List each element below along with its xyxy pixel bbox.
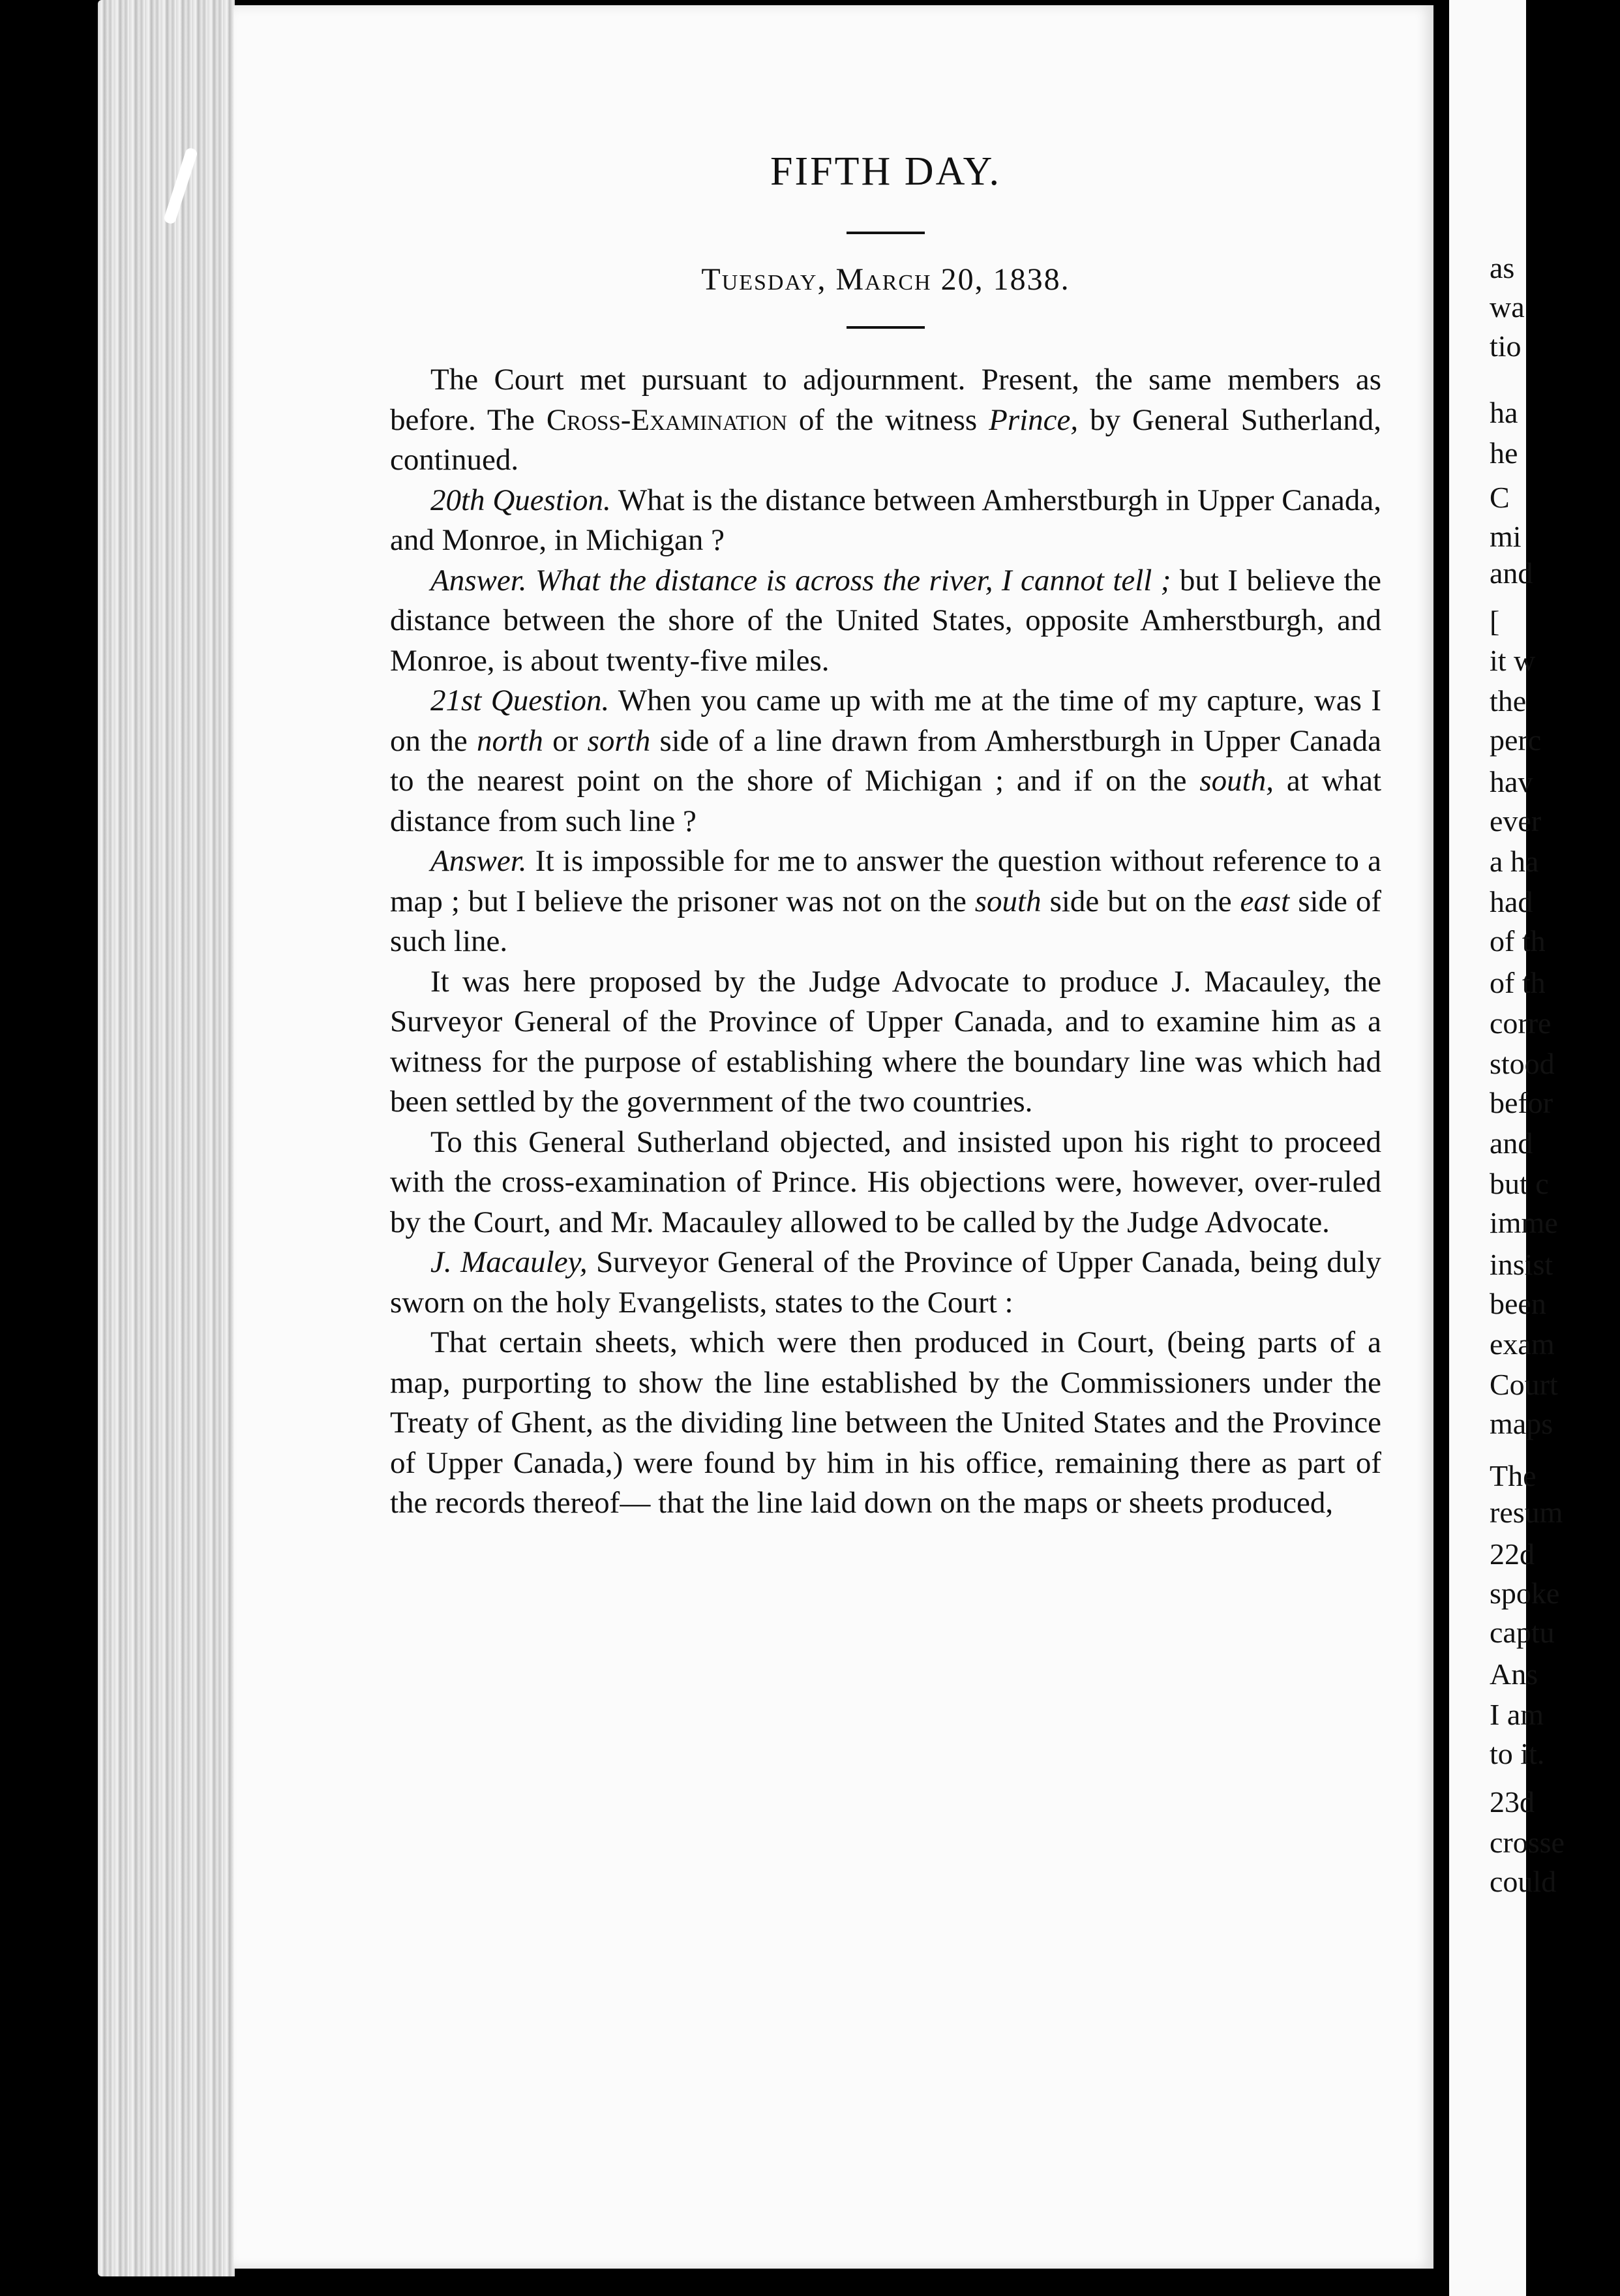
- facing-page-line: imme: [1490, 1206, 1558, 1239]
- body-text: [390, 360, 1381, 1524]
- facing-page-line: been: [1490, 1287, 1546, 1320]
- paragraph-objection: To this General Sutherland objected, and insisted upon his right to proceed with the cross-examination of Prince. His objections were, however, over-ruled by the Court, and Mr. Macauley allowed to be called by the Judge Advocate.: [390, 1125, 1381, 1239]
- facing-page-fragment: [1449, 0, 1565, 2296]
- facing-page-line: as: [1490, 251, 1515, 284]
- paragraph-proposal: It was here proposed by the Judge Advocate to produce J. Macauley, the Surveyor General of the Province of Upper Canada, and to examine him as a witness for the purpose of establishing where the boundary line was which had been settled by the government of the two countries.: [390, 964, 1381, 1119]
- date-line: Tuesday, March 20, 1838.: [701, 262, 1070, 297]
- facing-page-line: mi: [1490, 520, 1522, 553]
- facing-page-line: Ans: [1490, 1657, 1538, 1691]
- page-content: [390, 149, 1381, 1524]
- date-rule: [847, 326, 925, 329]
- page-heading: FIFTH DAY.: [770, 149, 1001, 194]
- facing-page-line: of th: [1490, 966, 1546, 999]
- facing-page-line: had: [1490, 885, 1533, 918]
- facing-page-line: insist: [1490, 1248, 1553, 1281]
- facing-page-line: befor: [1490, 1086, 1553, 1119]
- gutter: [1433, 0, 1449, 2296]
- facing-page-line: stood: [1490, 1047, 1555, 1080]
- facing-page-line: resum: [1490, 1496, 1563, 1529]
- left-page: [233, 5, 1433, 2269]
- facing-page-line: spoke: [1490, 1577, 1560, 1610]
- facing-page-line: I am: [1490, 1698, 1544, 1731]
- facing-page-line: corre: [1490, 1006, 1552, 1040]
- facing-page-line: maps: [1490, 1407, 1553, 1440]
- facing-page-line: but c: [1490, 1167, 1549, 1200]
- facing-page-line: the: [1490, 684, 1527, 718]
- paragraph-macauley-sworn: J. Macauley, Surveyor General of the Province of Upper Canada, being duly sworn on the holy Evangelists, states to the Court :: [390, 1245, 1381, 1320]
- facing-page-line: and: [1490, 556, 1533, 590]
- facing-page-line: wa: [1490, 290, 1525, 324]
- facing-page-line: of th: [1490, 924, 1546, 958]
- facing-page-line: captu: [1490, 1616, 1555, 1649]
- facing-page-line: 22d: [1490, 1537, 1535, 1571]
- question-21: 21st Question. When you came up with me at the time of my capture, was I on the north or sorth side of a line drawn from Amherstburgh in Upper Canada to the nearest point on the shore of Michigan ; and if on the south, at what distance from such line ?: [390, 684, 1382, 838]
- facing-page-line: [: [1490, 605, 1500, 638]
- facing-page-line: it w: [1490, 644, 1536, 677]
- facing-page-line: 23d: [1490, 1785, 1535, 1819]
- facing-page-line: The: [1490, 1459, 1537, 1492]
- facing-page-line: a ha: [1490, 845, 1539, 878]
- paragraph-testimony: That certain sheets, which were then produced in Court, (being parts of a map, purporting to show the line established by the Commissioners under the Treaty of Ghent, as the dividing line between the United States and the Province of Upper Canada,) were found by him in his office, remaining there as part of the records thereof— that the line laid down on the maps or sheets produced,: [390, 1325, 1381, 1520]
- facing-page-line: perc: [1490, 723, 1542, 757]
- answer-20: Answer. What the distance is across the river, I cannot tell ; but I believe the distance between the shore of the United States, opposite Amherstburgh, and Monroe, is about twenty-five miles.: [390, 563, 1382, 678]
- page-edge-leaves: [98, 0, 235, 2276]
- facing-page-line: and: [1490, 1126, 1533, 1160]
- facing-page-line: tio: [1490, 329, 1522, 363]
- facing-page-line: ever: [1490, 804, 1542, 838]
- facing-page-line: exam: [1490, 1327, 1555, 1361]
- facing-page-line: C: [1490, 481, 1510, 514]
- facing-page-line: he: [1490, 436, 1518, 470]
- answer-21: Answer. It is impossible for me to answer the question without reference to a map ; but I believe the prisoner was not on the south side but on the east side of such line.: [390, 844, 1381, 958]
- facing-page-line: could: [1490, 1865, 1557, 1898]
- heading-rule: [847, 232, 925, 234]
- facing-page-line: crosse: [1490, 1826, 1565, 1859]
- facing-page-line: to it.: [1490, 1737, 1545, 1770]
- facing-page-line: Court: [1490, 1368, 1558, 1401]
- facing-page-line: hav: [1490, 765, 1533, 798]
- paragraph-1: The Court met pursuant to adjournment. Present, the same members as before. The Cross-Examination of the witness Prince, by General Sutherland, continued.: [390, 363, 1381, 477]
- facing-page-line: ha: [1490, 396, 1518, 429]
- question-20: 20th Question. What is the distance between Amherstburgh in Upper Canada, and Monroe, in Michigan ?: [390, 483, 1381, 557]
